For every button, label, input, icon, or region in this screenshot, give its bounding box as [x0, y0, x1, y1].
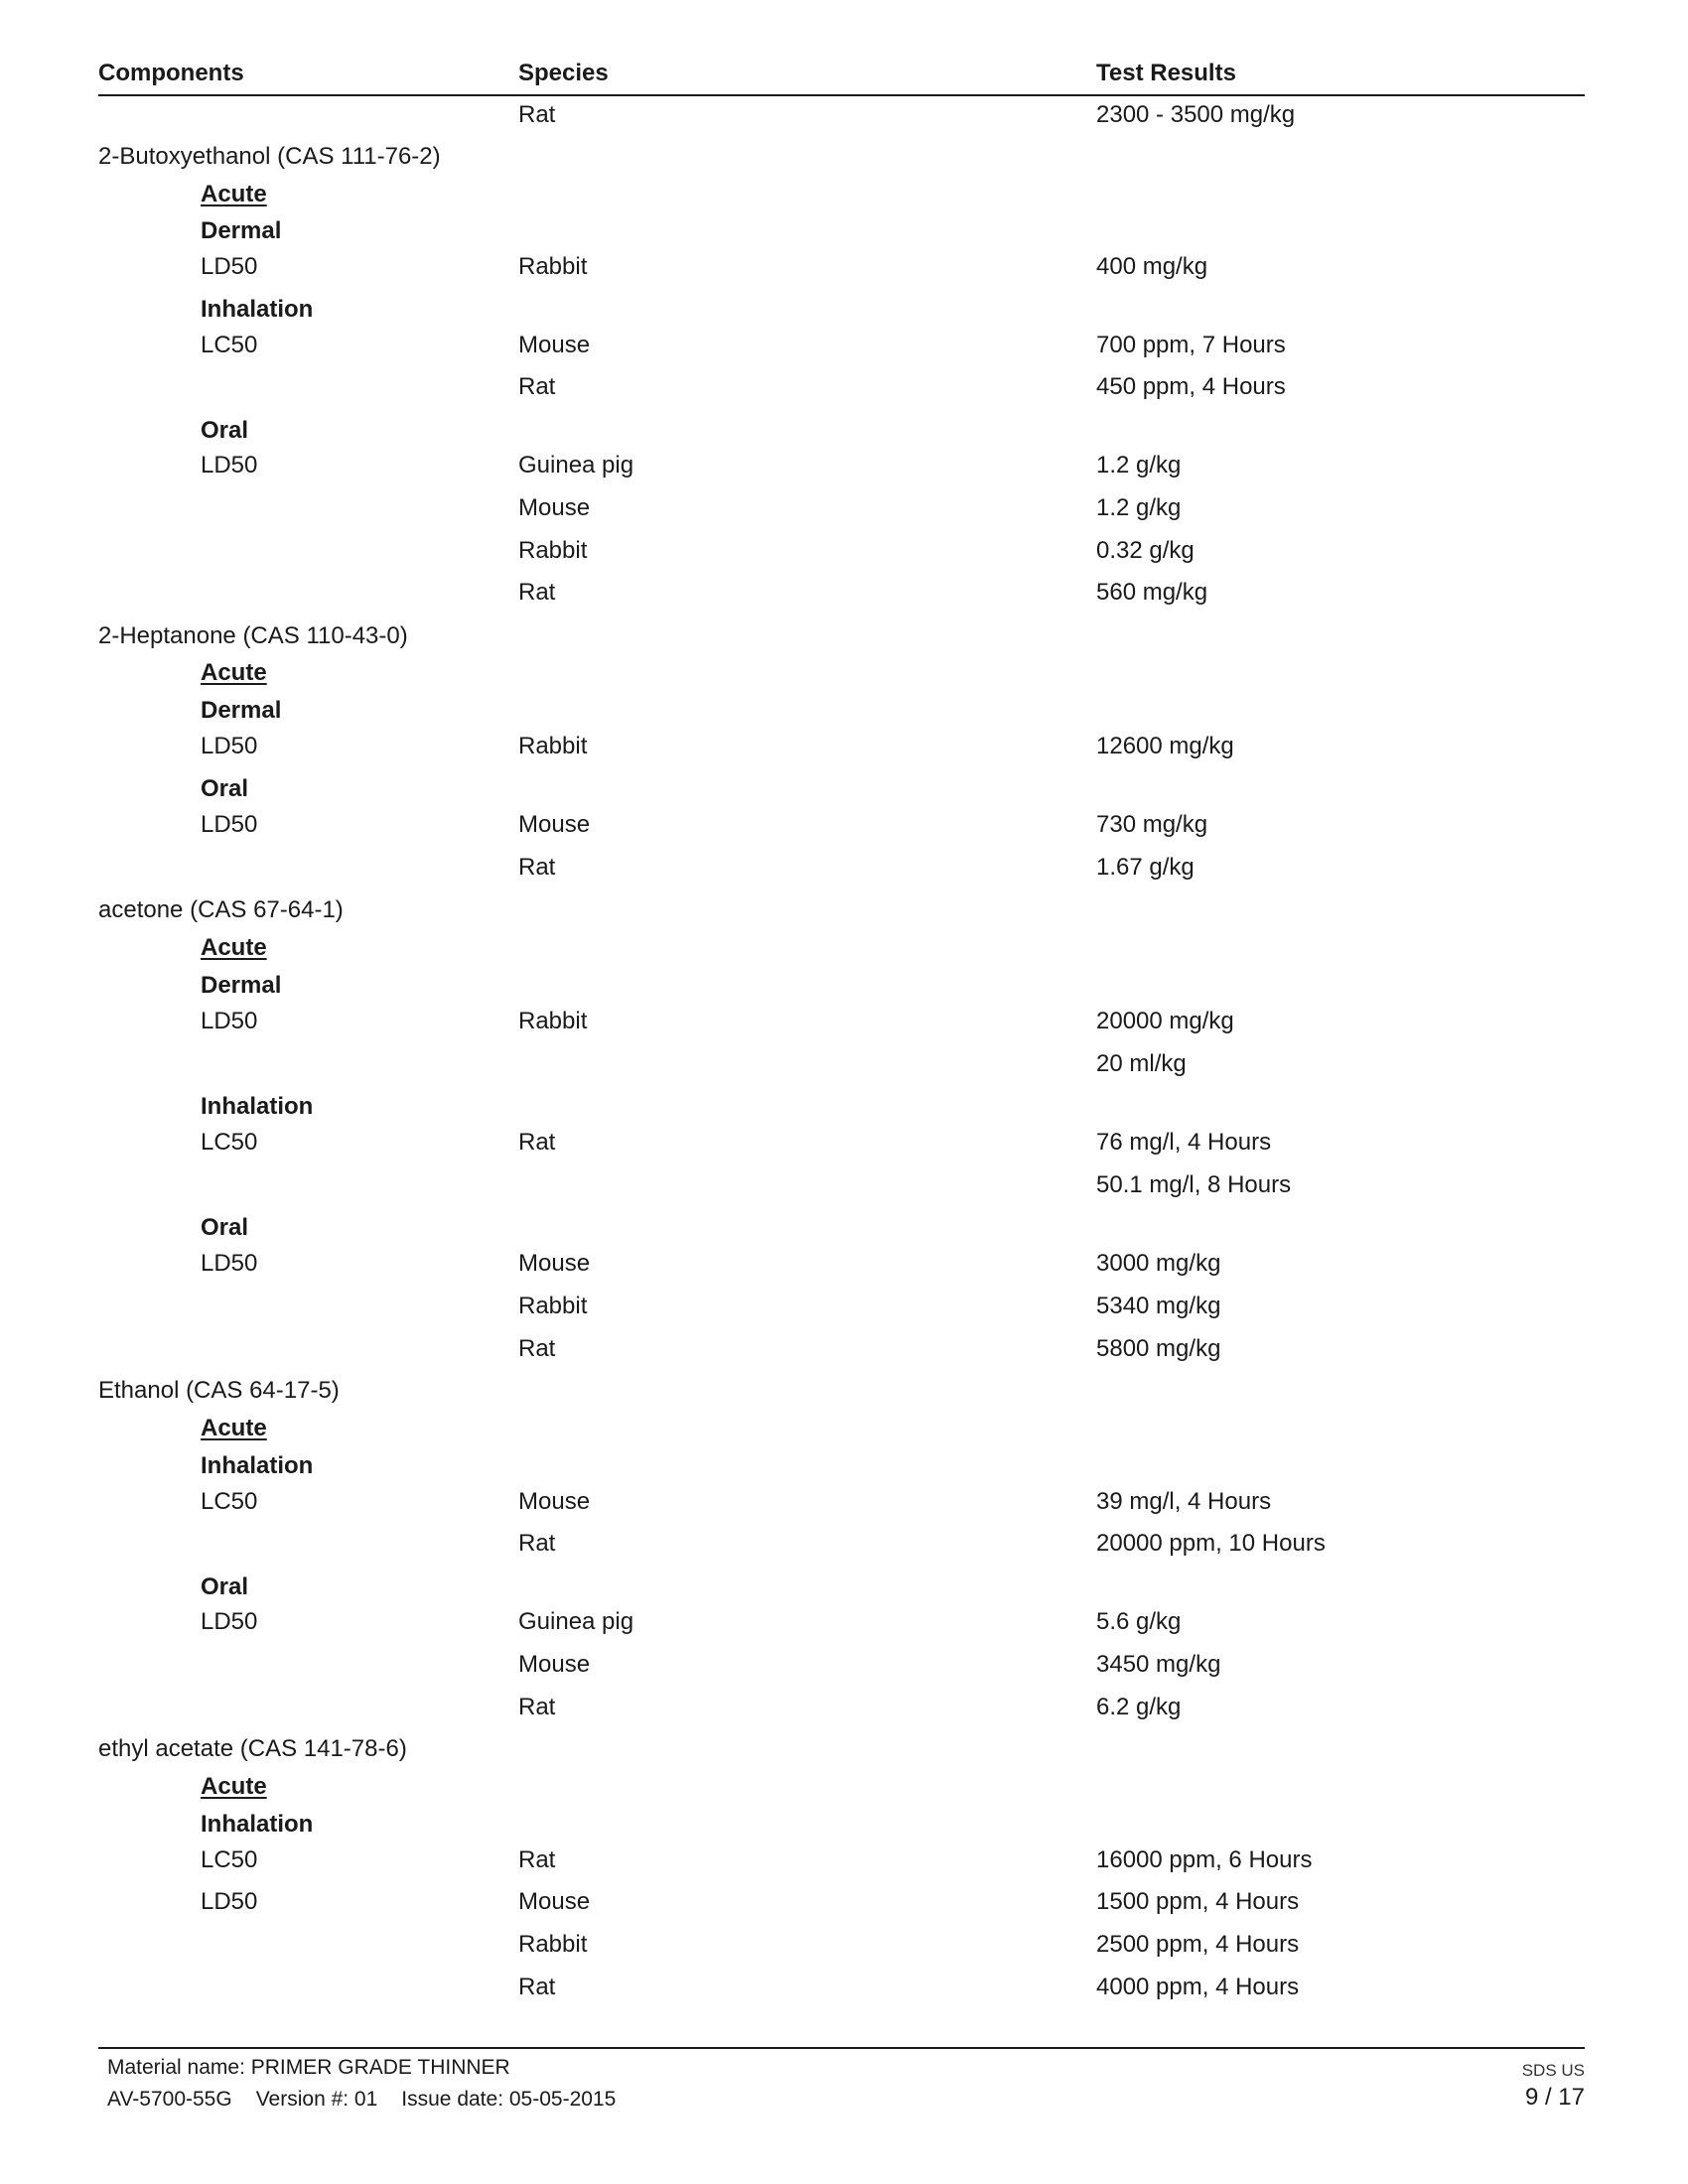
species-cell: Mouse — [518, 811, 591, 838]
species-cell: Rat — [518, 1129, 556, 1156]
route-label: Dermal — [201, 697, 282, 724]
species-cell: Rat — [518, 101, 556, 128]
species-cell: Rat — [518, 854, 556, 881]
result-cell: 730 mg/kg — [1096, 811, 1208, 838]
result-cell: 20000 ppm, 10 Hours — [1096, 1530, 1326, 1557]
test-type-cell: LC50 — [201, 1488, 258, 1515]
component-name: 2-Butoxyethanol (CAS 111-76-2) — [98, 143, 441, 170]
species-cell: Rabbit — [518, 1293, 588, 1319]
route-label: Inhalation — [201, 296, 314, 323]
component-name: ethyl acetate (CAS 141-78-6) — [98, 1735, 407, 1762]
document-meta — [107, 2088, 639, 2112]
result-cell: 3000 mg/kg — [1096, 1250, 1221, 1277]
species-cell: Mouse — [518, 494, 591, 521]
result-cell: 2300 - 3500 mg/kg — [1096, 101, 1296, 128]
test-type-cell: LD50 — [201, 253, 258, 280]
species-cell: Rabbit — [518, 537, 588, 564]
test-type-cell: LD50 — [201, 1888, 258, 1915]
species-cell: Mouse — [518, 332, 591, 358]
result-cell: 76 mg/l, 4 Hours — [1096, 1129, 1272, 1156]
result-cell: 12600 mg/kg — [1096, 733, 1234, 759]
result-cell: 700 ppm, 7 Hours — [1096, 332, 1286, 358]
species-cell: Rat — [518, 1530, 556, 1557]
result-cell: 39 mg/l, 4 Hours — [1096, 1488, 1272, 1515]
species-cell: Mouse — [518, 1651, 591, 1678]
result-cell: 20000 mg/kg — [1096, 1008, 1234, 1034]
species-cell: Rabbit — [518, 1008, 588, 1034]
result-cell: 3450 mg/kg — [1096, 1651, 1221, 1678]
result-cell: 560 mg/kg — [1096, 579, 1208, 606]
result-cell: 6.2 g/kg — [1096, 1694, 1182, 1720]
material-name: Material name: PRIMER GRADE THINNER — [107, 2056, 510, 2079]
header-rule — [98, 94, 1585, 96]
test-type-cell: LD50 — [201, 1608, 258, 1635]
issue-date: Issue date: 05-05-2015 — [401, 2088, 617, 2111]
species-cell: Mouse — [518, 1250, 591, 1277]
column-header-species: Species — [518, 60, 609, 86]
result-cell: 1.2 g/kg — [1096, 452, 1182, 478]
route-label: Oral — [201, 417, 249, 444]
species-cell: Rat — [518, 373, 556, 400]
component-name: acetone (CAS 67-64-1) — [98, 896, 344, 923]
section-acute: Acute — [201, 1773, 267, 1800]
test-type-cell: LD50 — [201, 1250, 258, 1277]
column-header-components: Components — [98, 60, 244, 86]
route-label: Oral — [201, 775, 249, 802]
species-cell: Guinea pig — [518, 1608, 634, 1635]
species-cell: Rat — [518, 1846, 556, 1873]
test-type-cell: LD50 — [201, 452, 258, 478]
result-cell: 50.1 mg/l, 8 Hours — [1096, 1171, 1292, 1198]
species-cell: Guinea pig — [518, 452, 634, 478]
result-cell: 5800 mg/kg — [1096, 1335, 1221, 1362]
result-cell: 1.67 g/kg — [1096, 854, 1195, 881]
result-cell: 400 mg/kg — [1096, 253, 1208, 280]
section-acute: Acute — [201, 181, 267, 207]
species-cell: Rat — [518, 1335, 556, 1362]
result-cell: 1.2 g/kg — [1096, 494, 1182, 521]
species-cell: Mouse — [518, 1888, 591, 1915]
document-type: SDS US — [1521, 2061, 1585, 2080]
result-cell: 1500 ppm, 4 Hours — [1096, 1888, 1300, 1915]
component-name: 2-Heptanone (CAS 110-43-0) — [98, 622, 408, 649]
route-label: Oral — [201, 1573, 249, 1600]
species-cell: Rat — [518, 579, 556, 606]
test-type-cell: LC50 — [201, 332, 258, 358]
product-code: AV-5700-55G — [107, 2088, 232, 2111]
result-cell: 5340 mg/kg — [1096, 1293, 1221, 1319]
page-number: 9 / 17 — [1524, 2084, 1585, 2111]
result-cell: 4000 ppm, 4 Hours — [1096, 1974, 1300, 2000]
route-label: Inhalation — [201, 1452, 314, 1479]
route-label: Oral — [201, 1214, 249, 1241]
footer-rule — [98, 2047, 1585, 2049]
section-acute: Acute — [201, 934, 267, 961]
species-cell: Mouse — [518, 1488, 591, 1515]
result-cell: 0.32 g/kg — [1096, 537, 1195, 564]
test-type-cell: LD50 — [201, 811, 258, 838]
species-cell: Rabbit — [518, 253, 588, 280]
species-cell: Rabbit — [518, 733, 588, 759]
route-label: Dermal — [201, 217, 282, 244]
result-cell: 5.6 g/kg — [1096, 1608, 1182, 1635]
species-cell: Rat — [518, 1974, 556, 2000]
species-cell: Rat — [518, 1694, 556, 1720]
section-acute: Acute — [201, 659, 267, 686]
section-acute: Acute — [201, 1415, 267, 1441]
test-type-cell: LC50 — [201, 1846, 258, 1873]
version-number: Version #: 01 — [255, 2088, 378, 2111]
route-label: Inhalation — [201, 1811, 314, 1838]
test-type-cell: LD50 — [201, 1008, 258, 1034]
route-label: Inhalation — [201, 1093, 314, 1120]
result-cell: 2500 ppm, 4 Hours — [1096, 1931, 1300, 1958]
result-cell: 20 ml/kg — [1096, 1050, 1187, 1077]
route-label: Dermal — [201, 972, 282, 999]
test-type-cell: LD50 — [201, 733, 258, 759]
component-name: Ethanol (CAS 64-17-5) — [98, 1377, 340, 1404]
result-cell: 16000 ppm, 6 Hours — [1096, 1846, 1313, 1873]
result-cell: 450 ppm, 4 Hours — [1096, 373, 1286, 400]
species-cell: Rabbit — [518, 1931, 588, 1958]
column-header-test-results: Test Results — [1096, 60, 1236, 86]
test-type-cell: LC50 — [201, 1129, 258, 1156]
